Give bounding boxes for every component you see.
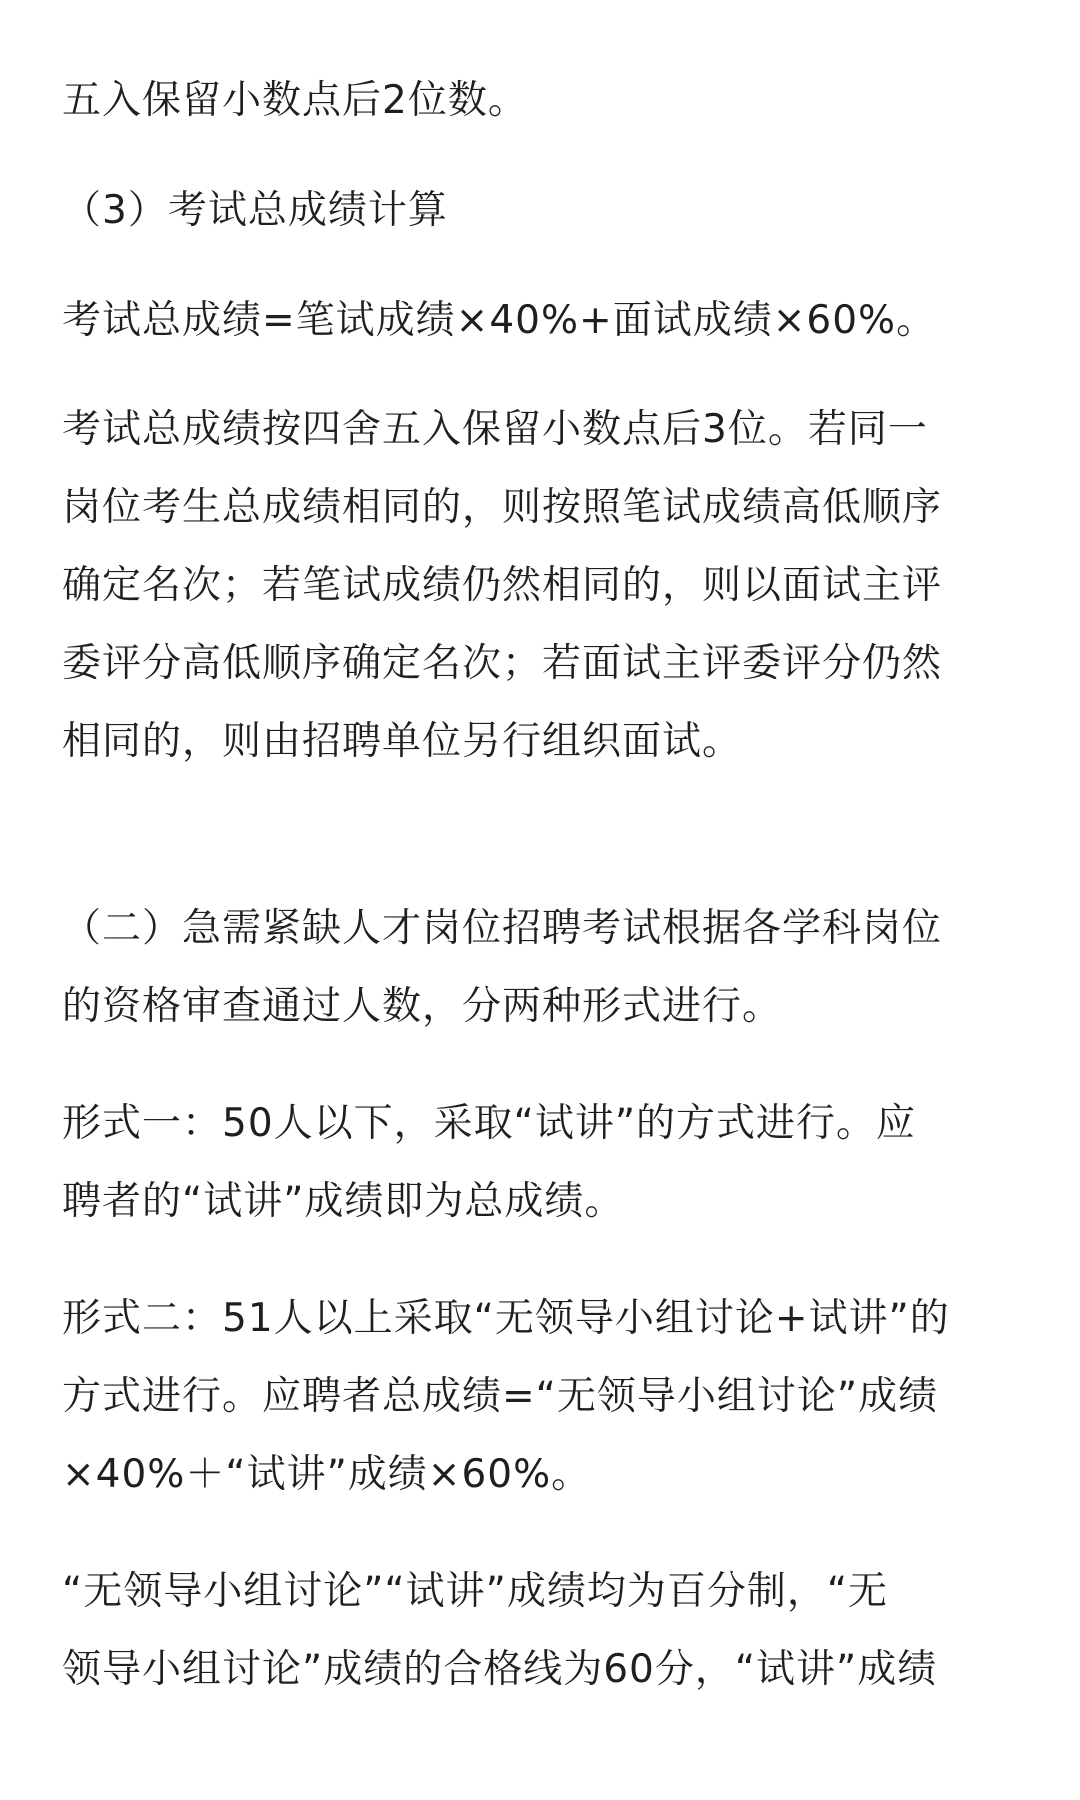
text-line: 相同的，则由招聘单位另行组织面试。	[62, 719, 743, 764]
paragraph-rounding-note	[62, 62, 528, 140]
paragraph-format-two	[62, 1280, 950, 1514]
text-line: 领导小组讨论”成绩的合格线为60分，“试讲”成绩	[62, 1647, 938, 1692]
paragraph-ranking-rules	[62, 391, 942, 781]
text-line: 聘者的“试讲”成绩即为总成绩。	[62, 1179, 625, 1224]
text-line: ×40%＋“试讲”成绩×60%。	[62, 1452, 592, 1497]
text-line: （二）急需紧缺人才岗位招聘考试根据各学科岗位	[62, 906, 943, 951]
text-line: 的资格审查通过人数，分两种形式进行。	[62, 984, 783, 1029]
text-line: 考试总成绩按四舍五入保留小数点后3位。若同一	[62, 407, 928, 452]
text-line: 岗位考生总成绩相同的，则按照笔试成绩高低顺序	[62, 485, 943, 530]
section-heading-urgent-talent	[62, 890, 942, 1046]
text-line: 形式二：51人以上采取“无领导小组讨论+试讲”的	[62, 1296, 950, 1341]
text-line: 委评分高低顺序确定名次；若面试主评委评分仍然	[62, 641, 943, 686]
text-line: 考试总成绩=笔试成绩×40%+面试成绩×60%。	[62, 298, 937, 343]
text-line: 确定名次；若笔试成绩仍然相同的，则以面试主评	[62, 563, 943, 608]
text-line: 方式进行。应聘者总成绩=“无领导小组讨论”成绩	[62, 1374, 939, 1419]
text-line: “无领导小组讨论”“试讲”成绩均为百分制，“无	[62, 1569, 889, 1614]
paragraph-format-one	[62, 1085, 916, 1241]
text-line: 五入保留小数点后2位数。	[62, 78, 528, 123]
section-heading-total-score	[62, 172, 448, 250]
paragraph-scoring-scale	[62, 1553, 937, 1709]
paragraph-score-formula	[62, 282, 936, 360]
text-line: （3）考试总成绩计算	[62, 188, 448, 233]
text-line: 形式一：50人以下，采取“试讲”的方式进行。应	[62, 1101, 917, 1146]
